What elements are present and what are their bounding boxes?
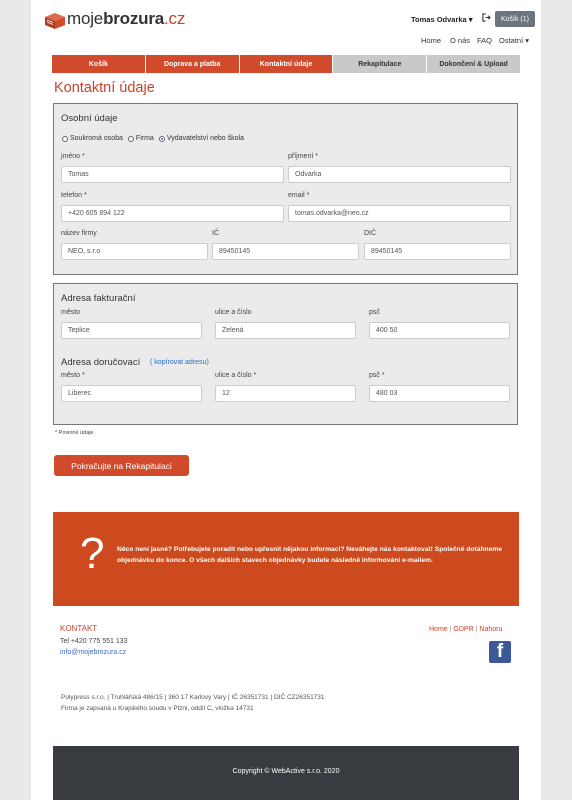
cart-button[interactable]: Košík (1) xyxy=(495,11,535,27)
footer-separator: | xyxy=(449,626,452,633)
nav-home[interactable]: Home xyxy=(421,36,442,45)
copy-address-link[interactable]: kopírovat adresu xyxy=(154,359,207,366)
radio-label: Soukromá osoba xyxy=(70,135,123,142)
dic-label: DIČ xyxy=(364,230,377,237)
copy-open: ( xyxy=(150,359,153,366)
billing-heading: Adresa fakturační xyxy=(61,293,136,304)
delivery-zip-field[interactable]: 480 03 xyxy=(369,385,510,402)
billing-zip-field[interactable]: 400 50 xyxy=(369,322,510,339)
radio-dot xyxy=(62,136,68,142)
nav-other[interactable]: Ostatní ▾ xyxy=(499,36,530,45)
address-panel xyxy=(53,283,518,425)
radio-dot-selected xyxy=(159,136,165,142)
copy-close: ) xyxy=(206,359,209,366)
facebook-icon[interactable] xyxy=(489,641,511,663)
customer-type-radios xyxy=(62,135,244,142)
company-info xyxy=(61,692,325,714)
company-info-line-2: Firma je zapsaná u Krajského soudu v Plzni, oddíl C, vložka 14731 xyxy=(61,705,254,713)
copy-address-wrapper xyxy=(150,359,209,366)
first-name-label: jméno * xyxy=(61,153,85,160)
footer-separator: | xyxy=(475,626,478,633)
billing-zip-label: psč xyxy=(369,309,380,316)
email-field[interactable]: tomas.odvarka@neo.cz xyxy=(288,205,511,222)
logo-icon[interactable] xyxy=(44,12,66,30)
copyright: Copyright © WebActive s.r.o. 2020 xyxy=(232,768,340,775)
logo-main: moje xyxy=(67,9,104,28)
step-summary: Rekapitulace xyxy=(333,55,427,73)
logout-icon[interactable] xyxy=(482,13,491,24)
radio-publisher[interactable] xyxy=(159,135,244,142)
delivery-zip-label: psč * xyxy=(369,372,385,379)
user-menu[interactable]: Tomas Odvarka ▾ xyxy=(411,15,473,24)
company-name-label: název firmy xyxy=(61,230,97,237)
first-name-field[interactable]: Tomas xyxy=(61,166,284,183)
footer-link-home[interactable]: Home xyxy=(429,626,448,633)
company-info-line-1: Polypress s.r.o. | Truhlářská 486/15 | 360 17 Karlovy Vary | IČ 26351731 | DIČ CZ26351731 xyxy=(61,694,325,701)
radio-company[interactable] xyxy=(128,135,154,142)
delivery-street-label: ulice a číslo * xyxy=(215,372,257,379)
logo-tld: .cz xyxy=(164,9,186,28)
footer-links xyxy=(429,626,502,633)
help-banner-text xyxy=(117,544,502,566)
question-icon: ? xyxy=(80,529,105,578)
logo-wordmark[interactable] xyxy=(67,9,185,29)
required-note: * Povinné údaje xyxy=(55,430,94,436)
phone-label: telefon * xyxy=(61,192,87,199)
delivery-city-field[interactable]: Liberec xyxy=(61,385,202,402)
continue-to-summary-button[interactable]: Pokračujte na Rekapitulaci xyxy=(54,455,189,476)
company-name-field[interactable]: NEO, s.r.o xyxy=(61,243,208,260)
checkout-steps xyxy=(52,55,520,73)
page-title: Kontaktní údaje xyxy=(54,80,155,96)
last-name-field[interactable]: Odvarka xyxy=(288,166,511,183)
billing-city-field[interactable]: Teplice xyxy=(61,322,202,339)
radio-dot xyxy=(128,136,134,142)
delivery-street-field[interactable]: 12 xyxy=(215,385,356,402)
ic-label: IČ xyxy=(212,230,219,237)
help-line-1: Něco není jasné? Potřebujete poradit nebo upřesnit nějakou informaci? Neváhejte nás kontaktovat! xyxy=(117,546,433,553)
help-line-2: Společně dotáhneme objednávku do konce. O všech dalších stavech objednávky budete následně informováni e-mailem. xyxy=(117,546,502,565)
footer-link-gdpr[interactable]: GDPR xyxy=(453,626,474,633)
facebook-letter: f xyxy=(496,641,504,662)
delivery-heading: Adresa doručovací xyxy=(61,357,141,368)
logo-bold: brozura xyxy=(103,9,165,28)
radio-private[interactable] xyxy=(62,135,123,142)
billing-city-label: město xyxy=(61,309,81,316)
radio-label: Vydavatelství nebo škola xyxy=(166,135,244,142)
phone-field[interactable]: +420 605 894 122 xyxy=(61,205,284,222)
step-contact[interactable]: Kontaktní údaje xyxy=(240,55,334,73)
radio-label: Firma xyxy=(135,135,154,142)
contact-email-link[interactable]: info@mojebrozura.cz xyxy=(60,649,127,656)
last-name-label: příjmení * xyxy=(288,153,318,160)
delivery-city-label: město * xyxy=(61,372,85,379)
footer-link-top[interactable]: Nahoru xyxy=(479,626,503,633)
nav-faq[interactable]: FAQ xyxy=(477,36,493,45)
personal-heading: Osobní údaje xyxy=(61,113,118,124)
nav-about[interactable]: O nás xyxy=(450,36,471,45)
billing-street-label: ulice a číslo xyxy=(215,309,252,316)
step-shipping[interactable]: Doprava a platba xyxy=(146,55,240,73)
step-finish: Dokončení & Upload xyxy=(427,55,520,73)
ic-field[interactable]: 89450145 xyxy=(212,243,359,260)
contact-phone: Tel +420 775 551 133 xyxy=(60,638,128,645)
contact-heading: KONTAKT xyxy=(60,624,98,633)
dic-field[interactable]: 89450145 xyxy=(364,243,511,260)
step-cart[interactable]: Košík xyxy=(52,55,146,73)
email-label: email * xyxy=(288,192,310,199)
billing-street-field[interactable]: Zelená xyxy=(215,322,356,339)
